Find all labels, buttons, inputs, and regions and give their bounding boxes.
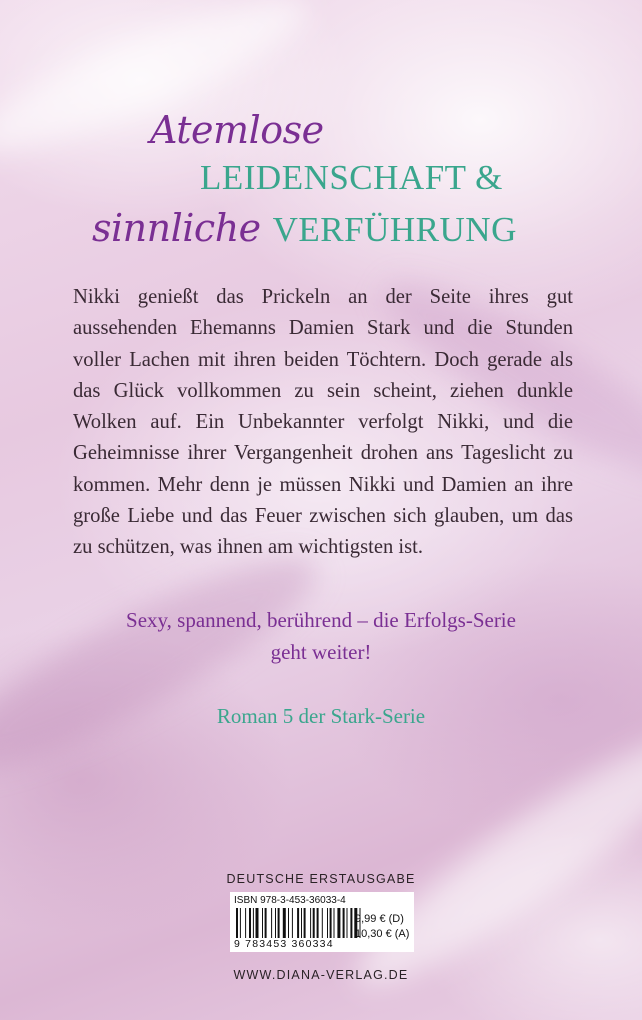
- headline-script-sinnliche: sinnliche: [92, 206, 261, 250]
- publisher-website: WWW.DIANA-VERLAG.DE: [233, 968, 409, 982]
- barcode-bar: [249, 908, 251, 938]
- headline-script-atemlose: Atemlose: [150, 108, 324, 152]
- barcode-bar: [278, 908, 280, 938]
- barcode-bar: [327, 908, 328, 938]
- barcode-digits: 9 783453 360334: [234, 938, 334, 950]
- barcode-bar: [330, 908, 332, 938]
- barcode-bar: [271, 908, 272, 938]
- barcode-bar: [275, 908, 276, 938]
- series-note: Roman 5 der Stark-Serie: [216, 704, 426, 728]
- barcode-bar: [253, 908, 254, 938]
- blurb-paragraph: Nikki genießt das Prickeln an der Seite ihres gut aussehenden Ehemanns Damien Stark und die Stunden voller Lachen mit ihren beiden Töchtern. Doch gerade als das Glück vollkommen zu sein scheint, ziehen dunkle Wolken auf. Ein Unbekannter verfolgt Nikki, und die Geheimnisse ihrer Vergangenheit drohen ans Tageslicht zu kommen. Mehr denn je müssen Nikki und Damien an ihre große Liebe und das Feuer zwischen sich glauben, um das zu schützen, was ihnen am wichtigsten ist.: [73, 286, 573, 559]
- barcode-bar: [317, 908, 319, 938]
- barcode-bar: [313, 908, 315, 938]
- price-austria: 10,30 € (A): [355, 928, 410, 940]
- barcode-bar: [283, 908, 286, 938]
- barcode-bar: [240, 908, 241, 938]
- barcode-bar: [310, 908, 311, 938]
- headline-line-1: [150, 108, 324, 152]
- barcode-bar: [334, 908, 335, 938]
- barcode-bar: [301, 908, 302, 938]
- barcode-bar: [304, 908, 306, 938]
- headline-line-2: [200, 158, 503, 198]
- blurb: [73, 282, 573, 564]
- isbn-label: ISBN 978-3-453-36033-4: [234, 895, 346, 906]
- barcode-bar: [292, 908, 293, 938]
- barcode-bar: [337, 908, 340, 938]
- barcode-bar: [322, 908, 323, 938]
- barcode-bar: [256, 908, 259, 938]
- barcode-bar: [347, 908, 348, 938]
- barcode-bar: [236, 908, 238, 938]
- barcode-bar: [297, 908, 299, 938]
- barcode-bar: [288, 908, 289, 938]
- barcode-bar: [245, 908, 246, 938]
- barcode-bar: [262, 908, 263, 938]
- headline-caps-leidenschaft: LEIDENSCHAFT &: [200, 158, 503, 197]
- headline-line-3: [92, 206, 517, 250]
- headline-caps-verfuehrung: VERFÜHRUNG: [272, 210, 517, 249]
- barcode-bar: [265, 908, 267, 938]
- edition-label: DEUTSCHE ERSTAUSGABE: [226, 872, 416, 886]
- tagline: [70, 604, 572, 668]
- barcode-bar: [350, 908, 352, 938]
- prices: [355, 912, 409, 942]
- price-germany: 9,99 € (D): [355, 913, 404, 925]
- barcode-bar: [343, 908, 345, 938]
- tagline-line-1: Sexy, spannend, berührend – die Erfolgs-Serie: [126, 608, 516, 632]
- tagline-line-2: geht weiter!: [270, 640, 372, 664]
